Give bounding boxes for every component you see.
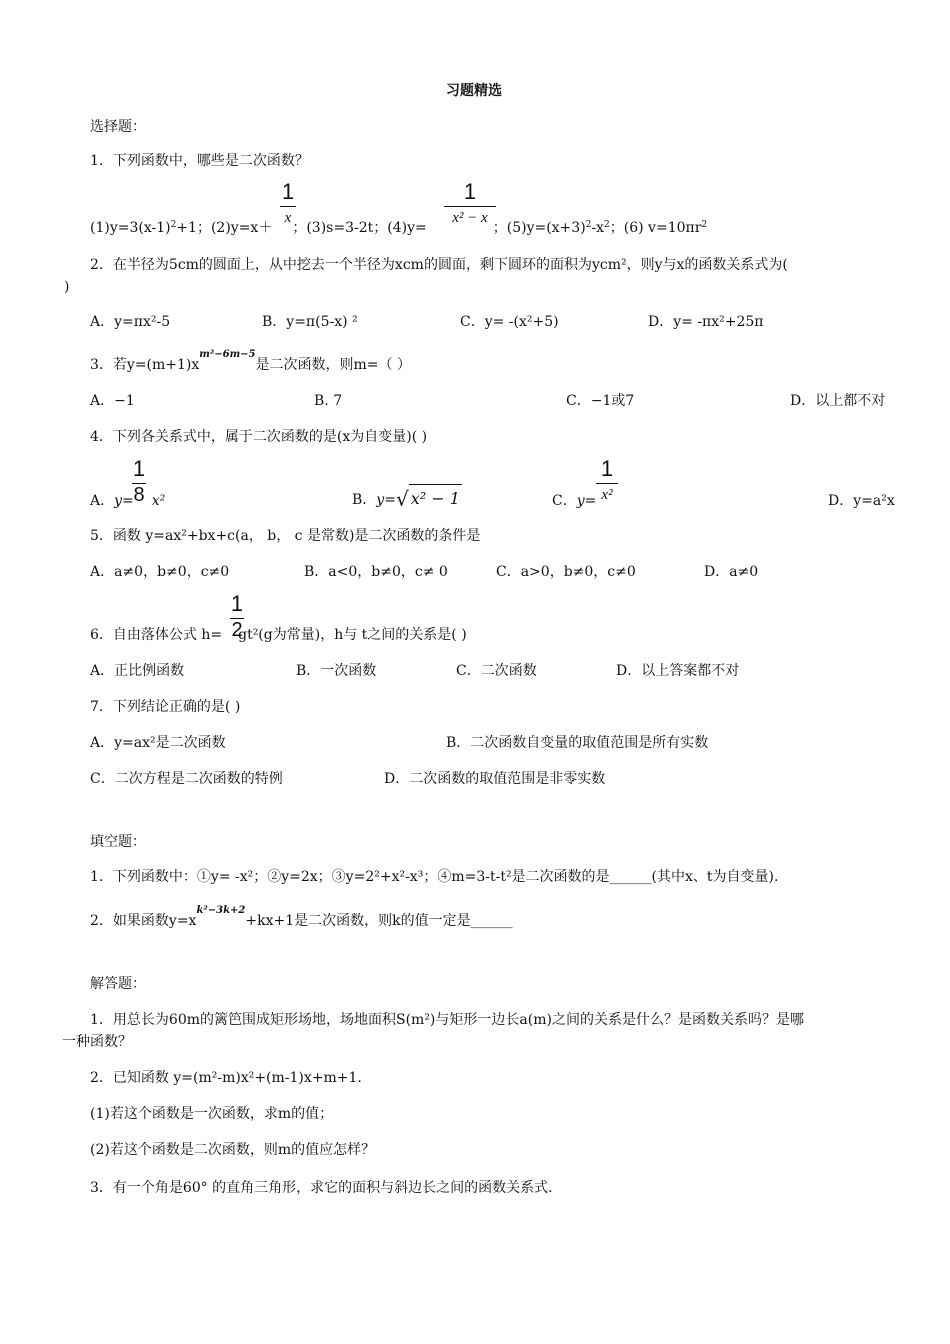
q4-option-d: D．y=a²x [828,493,895,509]
answer-q3: 3．有一个角是60° 的直角三角形，求它的面积与斜边长之间的函数关系式. [90,1180,553,1196]
section-fill-heading: 填空题： [90,834,146,850]
fill-q2: 2．如果函数$y=x^{k^2-3k+2}+kx+1$是二次函数，则k的值一定是______ [90,905,513,929]
q6-fraction-half: 1 2 [230,591,244,641]
q5-option-d: D．a≠0 [704,564,759,580]
q3-stem: 3．若$y=(m+1)x^{m^2-6m-5}$是二次函数，则m=（ ） [90,349,411,373]
answer-q1-line2: 一种函数？ [62,1034,132,1050]
q3-option-b: B. 7 [314,393,343,409]
q7-option-c: C．二次方程是二次函数的特例 [90,771,283,787]
q3-option-c: C．−1或7 [566,393,635,409]
q6-option-a: A．正比例函数 [90,663,185,679]
q4-stem: 4．下列各关系式中，属于二次函数的是(x为自变量)( ) [90,429,428,445]
answer-q1-line1: 1．用总长为60m的篱笆围成矩形场地，场地面积S(m²)与矩形一边长a(m)之间的关系是什么？是函数关系吗？是哪 [90,1012,804,1028]
q5-stem: 5．函数 y=ax²+bx+c(a， b， c 是常数)是二次函数的条件是 [90,528,481,544]
q6-option-b: B．一次函数 [296,663,377,679]
q6-option-d: D．以上答案都不对 [616,663,740,679]
answer-q2-part1: (1)若这个函数是一次函数，求m的值； [90,1106,334,1122]
q7-option-a: A．y=ax²是二次函数 [90,735,226,751]
page-title: 习题精选 [446,83,502,99]
q2-option-c: C．y= -(x²+5) [460,314,559,330]
section-choice-heading: 选择题： [90,119,146,135]
q3-option-a: A．−1 [90,393,135,409]
q5-option-a: A．a≠0，b≠0，c≠0 [90,564,230,580]
q2-option-a: A．y=πx²-5 [90,314,171,330]
q6-option-c: C．二次函数 [456,663,537,679]
q1-stem: 1．下列函数中，哪些是二次函数？ [90,153,309,169]
q4-c-fraction: 1 x² [596,457,618,504]
answer-q2-stem: 2．已知函数 y=(m²-m)x²+(m-1)x+m+1. [90,1070,362,1086]
q4-option-b: B．y=√ x² − 1 [352,484,462,514]
q2-stem: 2．在半径为5cm的圆面上，从中挖去一个半径为xcm的圆面，剩下圆环的面积为ycm²，则y与x的函数关系式为( [90,257,788,273]
q1-options-line: $(1)y=3(x-1)^2+1$；(2)y=x＋ ；(3)s=3-2t；(4)y= ；$(5)y=(x+3)^2-x^2$；(6) $v=10\pi r^2$ [90,220,708,236]
q3-option-d: D．以上都不对 [790,393,886,409]
q4-option-a: A．y= x² [90,493,166,509]
fill-q1: 1．下列函数中：①y= -x²；②y=2x；③y=2²+x²-x³；④m=3-t-t²是二次函数的是______(其中x、t为自变量). [90,869,779,885]
q7-option-b: B．二次函数自变量的取值范围是所有实数 [446,735,709,751]
q2-option-d: D．y= -πx²+25π [648,314,764,330]
q1-fraction-1-over-x2-x: 1 x² − x [444,180,496,227]
q4-option-c: C．y= [552,493,597,509]
answer-q2-part2: (2)若这个函数是二次函数，则m的值应怎样？ [90,1142,376,1158]
q2-option-b: B．y=π(5-x) ² [262,314,358,330]
q5-option-c: C．a>0，b≠0，c≠0 [496,564,636,580]
q4-a-fraction: 1 8 [132,456,146,506]
q5-option-b: B．a<0，b≠0，c≠ 0 [304,564,448,580]
section-answer-heading: 解答题： [90,976,146,992]
q7-stem: 7．下列结论正确的是( ) [90,699,241,715]
q7-option-d: D．二次函数的取值范围是非零实数 [384,771,606,787]
q6-stem: 6．自由落体公式 h= gt²(g为常量)，h与 t之间的关系是( ) [90,627,467,643]
q1-fraction-1-over-x: 1 x [281,179,295,226]
q2-stem-continued: ) [64,279,70,295]
